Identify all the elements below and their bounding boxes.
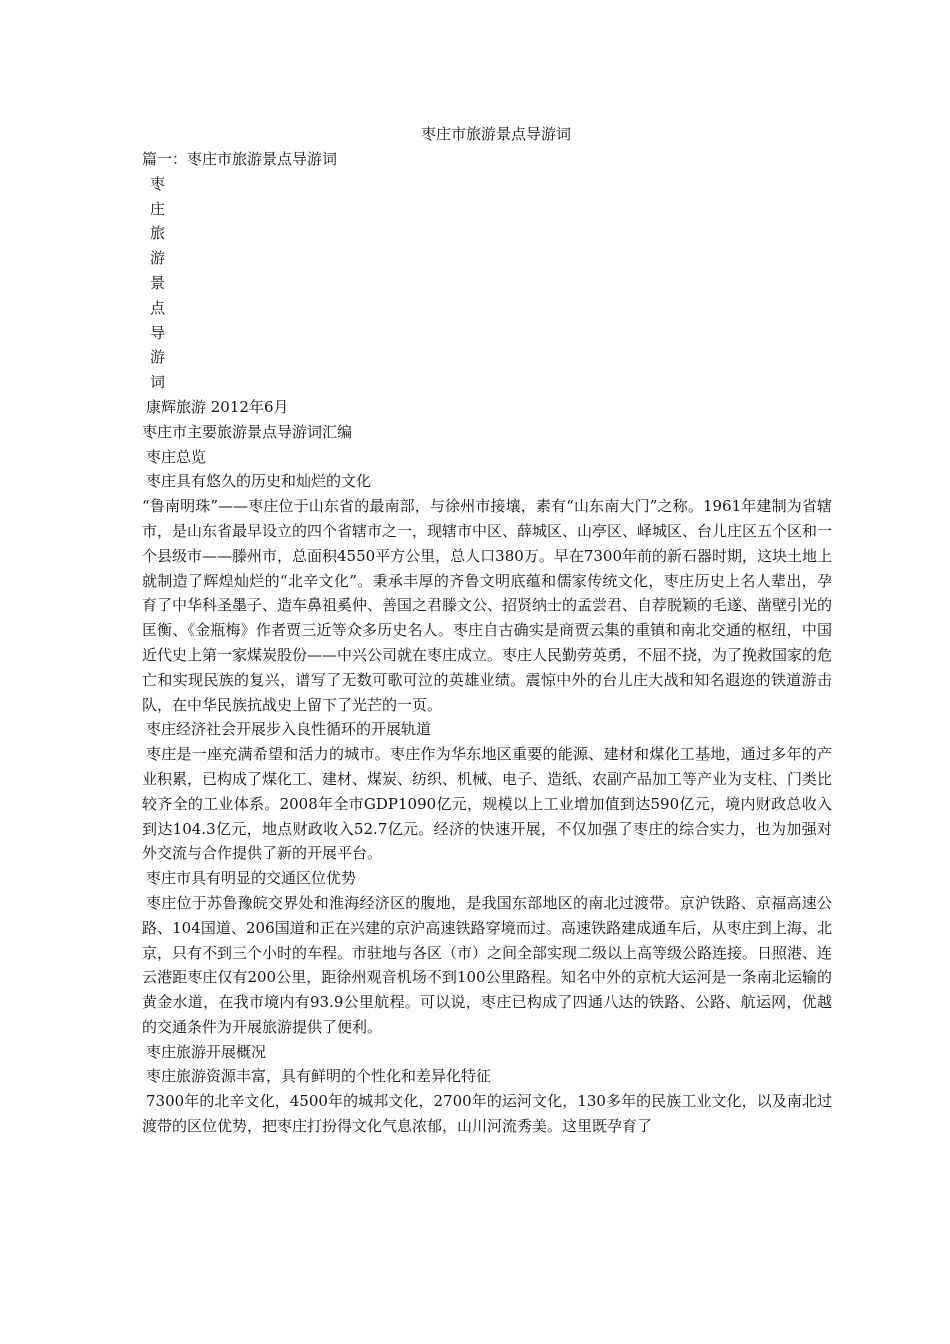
heading-transport: 枣庄市具有明显的交通区位优势	[146, 869, 357, 888]
vertical-char: 导	[150, 323, 166, 342]
vertical-char: 游	[150, 348, 166, 367]
paragraph-economy: 枣庄是一座充满希望和活力的城市。枣庄作为华东地区重要的能源、建材和煤化工基地，通过多年的产业积累，已构成了煤化工、建材、煤炭、纺织、机械、电子、造纸、农副产品加工等产业为支柱、门类比较齐全的工业体系。2008年全市GDP1090亿元，规模以上工业增加值到达590亿元，境内财政总收入到达104.3亿元，地点财政收入52.7亿元。经济的快速开展，不仅加强了枣庄的综合实力，也为加强对外交流与合作提供了新的开展平台。	[142, 745, 833, 863]
paragraph-history: “鲁南明珠”——枣庄位于山东省的最南部，与徐州市接壤，素有“山东南大门”之称。1961年建制为省辖市，是山东省最早设立的四个省辖市之一，现辖市中区、薛城区、山亭区、峄城区、台儿庄区五个区和一个县级市——滕州市，总面积4550平方公里，总人口380万。早在7300年前的新石器时期，这块土地上就制造了辉煌灿烂的“北辛文化”。秉承丰厚的齐鲁文明底蕴和儒家传统文化，枣庄历史上名人辈出，孕育了中华科圣墨子、造车鼻祖奚仲、善国之君滕文公、招贤纳士的孟尝君、自荐脱颖的毛遂、凿壁引光的匡衡、《金瓶梅》作者贾三近等众多历史名人。枣庄自古确实是商贾云集的重镇和南北交通的枢纽，中国近代史上第一家煤炭股份——中兴公司就在枣庄成立。枣庄人民勤劳英勇，不屈不挠，为了挽救国家的危亡和实现民族的复兴，谱写了无数可歌可泣的英雄业绩。震惊中外的台儿庄大战和知名遐迩的铁道游击队，在中华民族抗战史上留下了光芒的一页。	[142, 497, 833, 714]
paragraph-resources: 7300年的北辛文化，4500年的城邦文化，2700年的运河文化，130多年的民族工业文化，以及南北过渡带的区位优势，把枣庄打扮得文化气息浓郁，山川河流秀美。这里既孕育了	[142, 1092, 832, 1136]
heading-resources: 枣庄旅游资源丰富，具有鲜明的个性化和差异化特征	[146, 1067, 492, 1086]
vertical-char: 庄	[150, 199, 166, 218]
vertical-char: 枣	[150, 174, 166, 193]
document-title: 枣庄市旅游景点导游词	[420, 125, 571, 143]
vertical-char: 游	[150, 249, 166, 268]
vertical-title	[142, 172, 832, 395]
heading-economy: 枣庄经济社会开展步入良性循环的开展轨道	[146, 720, 432, 739]
chapter-heading: 篇一：枣庄市旅游景点导游词	[142, 150, 338, 168]
heading-history: 枣庄具有悠久的历史和灿烂的文化	[146, 472, 372, 491]
vertical-char: 景	[150, 273, 166, 292]
section-overview: 枣庄总览	[146, 447, 207, 466]
vertical-char: 词	[150, 373, 166, 392]
paragraph-transport: 枣庄位于苏鲁豫皖交界处和淮海经济区的腹地，是我国东部地区的南北过渡带。京沪铁路、京福高速公路、104国道、206国道和正在兴建的京沪高速铁路穿境而过。高速铁路建成通车后，从枣庄到上海、北京，只有不到三个小时的车程。市驻地与各区（市）之间全部实现二级以上高等级公路连接。日照港、连云港距枣庄仅有200公里，距徐州观音机场不到100公里路程。知名中外的京杭大运河是一条南北运输的黄金水道，在我市境内有93.9公里航程。可以说，枣庄已构成了四通八达的铁路、公路、航运网，优越的交通条件为开展旅游提供了便利。	[142, 893, 833, 1036]
heading-tourism: 枣庄旅游开展概况	[146, 1042, 267, 1061]
vertical-char: 旅	[150, 224, 166, 243]
company-date: 康辉旅游 2012年6月	[146, 397, 289, 416]
collection-title: 枣庄市主要旅游景点导游词汇编	[142, 422, 353, 441]
vertical-char: 点	[150, 298, 166, 317]
document-page	[142, 121, 832, 1139]
